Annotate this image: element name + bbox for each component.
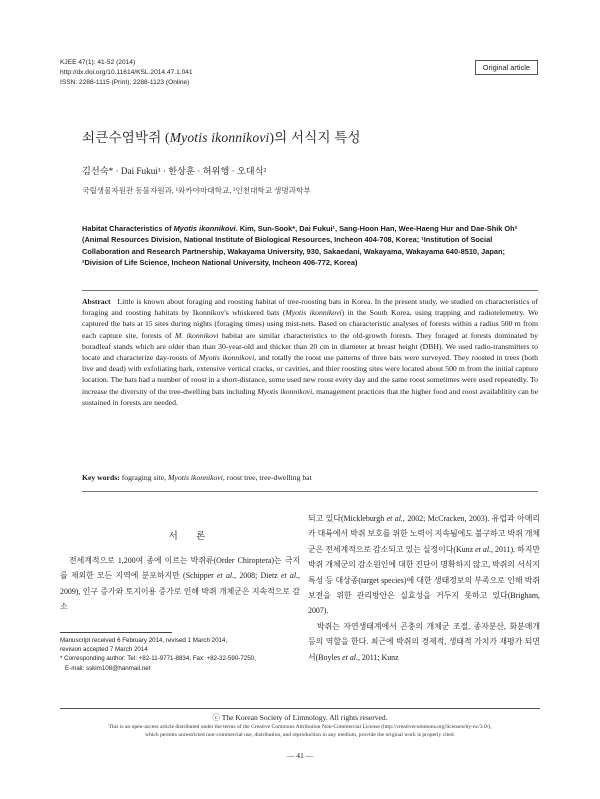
- english-title-post: . Kim, Sun-Sook*, Dai Fukui¹, Sang-Hoon Han, Wee-Haeng Hur and Dae-Shik Oh² (Animal Resources Division, National Institute of Biological Resources, Incheon 404-708, Korea; ¹Institution of Social Collaboration and Research Partnership, Wakayama University, 930, Sakaedani, Wakayama, Wakayama 640-8510, Japan; ²Division of Life Science, Incheon National University, Incheon 406-772, Korea): [82, 224, 518, 268]
- journal-citation: KJEE 47(1): 41-52 (2014): [60, 59, 136, 66]
- license-line: This is an open-access article distributed under the terms of the Creative Commons Attribution Non-Commercial License (http://creativecommons.org/licenses/by-nc/3.0/),: [108, 724, 492, 730]
- body-italic: et al.: [280, 571, 299, 581]
- abstract-text: habitat are similar characteristics to the old-growth forests. They foraged at forests dominated by boradleaf stands which are older than than 30-year-old and thicker than 20 cm in diameter at breast height (DBH). We used radio-transmitters to locate and characterize day-roosts of: [82, 330, 538, 363]
- keywords-text: fograging site,: [119, 473, 169, 482]
- doi-link[interactable]: http://dx.doi.org/10.11614/KSL.2014.47.1.041: [60, 69, 193, 76]
- title-pre: 쇠큰수염박쥐 (: [82, 130, 170, 145]
- article-title: [82, 126, 361, 146]
- article-type-badge: Original article: [475, 60, 538, 75]
- copyright-notice: ⓒ The Korean Society of Limnology. All rights reserved.: [212, 713, 388, 722]
- body-text: , 2011). 하지만 박쥐 개체군의 감소원인에 대한 진단이 명확하지 않고, 박쥐의 서식지 특성 등 대상종(target species)에 대한 생태정보의 부족으로 인해 박쥐보전을 위한 관리방안은 실효성을 거두지 못하고 있다(Brigham, 2007).: [308, 544, 541, 616]
- footnote-divider: [60, 632, 172, 633]
- body-text: 박쥐는 자연생태계에서 곤충의 개체군 조절, 종자분산, 화분매개 등의 역할을 한다. 최근에 박쥐의 경제적, 생태적 가치가 재평가 되면서(Boyles: [308, 621, 540, 662]
- journal-meta: [60, 58, 193, 88]
- abstract-species: Myotis ikonnikovi: [198, 353, 255, 363]
- body-text: , 2002; McCracken, 2003). 유럽과 아메리카 대륙에서 박쥐 보호를 위한 노력이 지속됨에도 불구하고 박쥐 개체군은 전세계적으로 감소되고 있는 실정이다(Kunz: [308, 514, 540, 554]
- abstract-text: ) in the South Korea, using trapping and radiotelemetry. We captured the bats at 15 sites during nights (foraging times) using mist-nets. Based on characteristic analyses of forests within a radius 500 m from each capture site, forests of: [82, 308, 538, 340]
- body-italic: et al.: [475, 544, 491, 554]
- body-column-right: [308, 511, 540, 665]
- author-list: 김선숙* · Dai Fukui¹ · 한상훈 · 허위행 · 오대식²: [82, 166, 267, 176]
- keywords: [82, 472, 538, 483]
- footer-divider: [60, 708, 540, 709]
- body-column-left: [60, 553, 300, 615]
- body-text: 되고 있다(Mickleburgh: [308, 514, 387, 523]
- english-title-pre: Habitat Characteristics of: [82, 224, 174, 233]
- english-title-block: [82, 223, 538, 269]
- abstract-label: Abstract: [82, 297, 111, 306]
- keywords-species: Myotis ikonnikovi: [168, 473, 223, 482]
- keywords-text: , roost tree, tree-dwelling bat: [222, 473, 312, 482]
- abstract-text: Little is known about foraging and roosting habitat of tree-roosting bats in Korea. In the present study, we studied on characteristics of foraging and roosting habitats by Ikonnikov's whiskered bats (: [82, 297, 539, 318]
- body-text: 전세계적으로 1,200여 종에 이르는 박쥐류(Order Chiroptera)는 극지를 제외한 모든 지역에 분포하지만 (Schipper: [60, 556, 300, 581]
- title-post: )의 서식지 특성: [269, 130, 361, 145]
- abstract-species: Myotis ikonnikovi: [257, 386, 313, 396]
- body-italic: et al.: [342, 652, 358, 662]
- abstract-text: , management practices that the higher food and roost availablitity can be sustained in forests are needed.: [82, 386, 538, 407]
- english-title-species: Myotis ikonnikovi: [173, 224, 236, 233]
- footnote-received: Manuscript received 6 February 2014, revised 1 March 2014,: [60, 637, 228, 644]
- body-paragraph: [308, 511, 540, 619]
- abstract-top-divider: [82, 290, 538, 291]
- footnote-email[interactable]: E-mail: sskim108@hanmail.net: [65, 664, 151, 672]
- body-paragraph: [308, 619, 540, 665]
- abstract-species: M. ikonnikovi: [174, 330, 219, 340]
- body-italic: et al.: [217, 571, 235, 581]
- affiliations: 국립생물자원관 동물자원과, ¹와카야마대학교, ²인천대학교 생명과학부: [82, 186, 311, 195]
- body-text: , 2009), 인구 증가와 토지이용 증가로 인해 박쥐 개체군은 지속적으로 감소: [60, 571, 300, 612]
- title-species: Myotis ikonnikovi: [169, 130, 270, 145]
- body-paragraph: [60, 553, 300, 615]
- license-line: which permits unrestricted non-commercial use, distribution, and reproduction in any medium, provide the original work is properly cited.: [145, 731, 455, 738]
- body-text: , 2011; Kunz: [357, 652, 399, 662]
- issn: ISSN: 2288-1115 (Print), 2288-1123 (Online): [60, 79, 190, 86]
- abstract-bottom-divider: [82, 491, 538, 492]
- section-heading-introduction: 서 론: [168, 532, 214, 542]
- abstract-text: , and totally the roost use patterns of three bats were surveyed. They roosted in trees (both live and dead) with exfoliating bark, extensive vertical cracks, or cavities, and thier roosting sites were located about 500 m from the initial capture location. The bats had a number of roost in a short-distance, some used new roost every day and the same roost sometimes were used repeatedly. To increase the diversity of the tree-dwelling bats including: [82, 353, 538, 396]
- abstract-species: Myotis ikonnikovi: [285, 308, 342, 318]
- page-number: — 41 —: [286, 751, 314, 760]
- footnotes: [60, 636, 300, 673]
- body-text: , 2008; Dietz: [234, 571, 281, 581]
- keywords-label: Key words:: [82, 473, 120, 482]
- abstract: [82, 296, 538, 408]
- footnote-corresponding: * Corresponding author: Tel: +82-11-9771-8834, Fax: +82-32-590-7250,: [60, 655, 256, 663]
- footnote-accepted: revision accepted 7 March 2014: [60, 646, 148, 654]
- body-italic: et al.: [386, 514, 403, 523]
- license-notice: [60, 724, 540, 739]
